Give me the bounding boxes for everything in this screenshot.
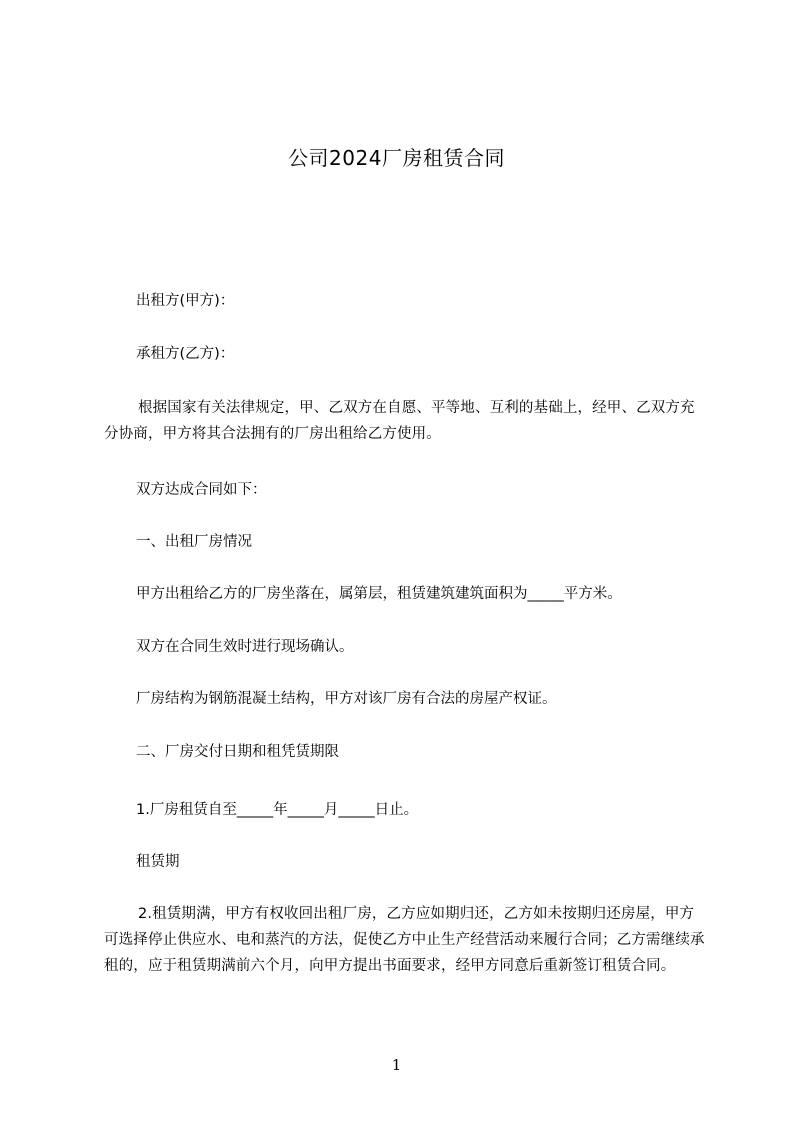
lease-period-label: 租赁期 bbox=[136, 854, 180, 870]
section-heading-2: 二、厂房交付日期和租凭赁期限 bbox=[136, 744, 339, 760]
lessee-line: 承租方(乙方)： bbox=[136, 346, 235, 362]
agreement-intro: 双方达成合同如下： bbox=[136, 482, 267, 498]
site-confirmation-paragraph: 双方在合同生效时进行现场确认。 bbox=[136, 639, 354, 655]
lease-term-clause-1: 1.厂房租赁自至_____年_____月_____日止。 bbox=[136, 802, 419, 818]
document-title: 公司2024厂房租赁合同 bbox=[288, 146, 505, 170]
lessor-line: 出租方(甲方)： bbox=[136, 293, 235, 309]
preamble-paragraph: 根据国家有关法律规定，甲、乙双方在自愿、平等地、互利的基础上，经甲、乙双方充分协商，甲方将其合法拥有的厂房出租给乙方使用。 bbox=[104, 400, 695, 442]
lease-term-clause-2: 2.租赁期满，甲方有权收回出租厂房，乙方应如期归还，乙方如未按期归还房屋，甲方可选择停止供应水、电和蒸汽的方法，促使乙方中止生产经营活动来履行合同；乙方需继续承租的，应于租赁期满前六个月，向甲方提出书面要求，经甲方同意后重新签订租赁合同。 bbox=[104, 906, 705, 974]
page-number: 1 bbox=[391, 1056, 402, 1074]
structure-paragraph: 厂房结构为钢筋混凝土结构，甲方对该厂房有合法的房屋产权证。 bbox=[136, 691, 557, 707]
factory-location-paragraph: 甲方出租给乙方的厂房坐落在，属第层，租赁建筑建筑面积为_____平方米。 bbox=[136, 586, 622, 602]
section-heading-1: 一、出租厂房情况 bbox=[136, 534, 252, 550]
